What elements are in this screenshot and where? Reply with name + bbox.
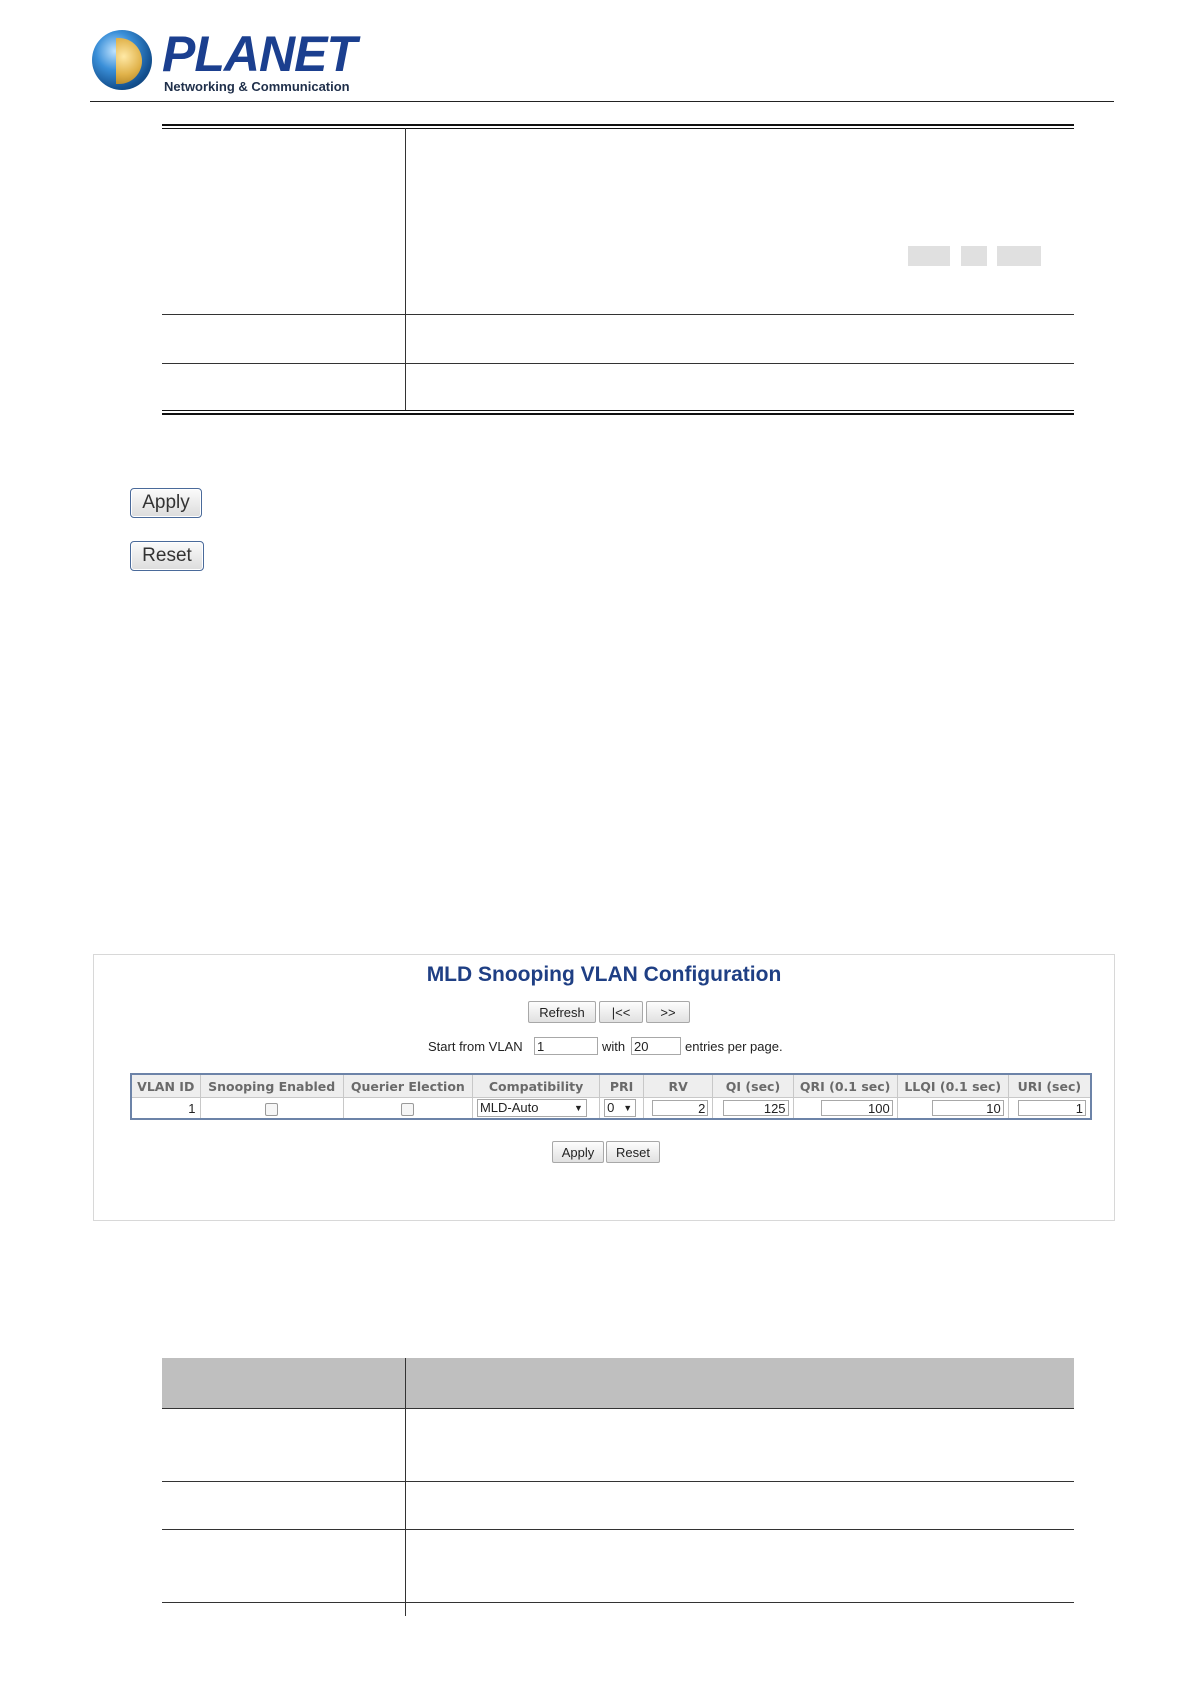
querier-election-checkbox[interactable]: [401, 1103, 414, 1116]
globe-icon: [92, 30, 152, 90]
compatibility-select[interactable]: [477, 1099, 587, 1117]
entries-per-page-input[interactable]: 20: [631, 1037, 681, 1055]
planet-logo: [92, 26, 356, 98]
parameter-table-bottom: [162, 1358, 1074, 1616]
table-header-row: [162, 1358, 1074, 1409]
panel-title: MLD Snooping VLAN Configuration: [426, 963, 782, 986]
apply-button[interactable]: Apply: [130, 488, 202, 518]
col-querier-election: Querier Election: [343, 1075, 472, 1098]
llqi-input[interactable]: 10: [932, 1100, 1004, 1116]
key-chip: [961, 246, 987, 266]
qri-cell: [793, 1098, 897, 1119]
vlan-id-cell: 1: [132, 1098, 200, 1119]
logo-title: PLANET: [162, 26, 356, 82]
compatibility-value: MLD-Auto: [479, 1100, 539, 1115]
logo-subtitle: Networking & Communication: [164, 79, 350, 94]
table-row: [132, 1098, 1090, 1119]
reset-button[interactable]: Reset: [130, 541, 204, 571]
panel-apply-button[interactable]: Apply: [552, 1141, 604, 1163]
header-divider: [90, 101, 1114, 102]
key-chip: [908, 246, 950, 266]
table-row: [162, 128, 1074, 315]
snooping-enabled-checkbox[interactable]: [265, 1103, 278, 1116]
key-chip: [997, 246, 1041, 266]
compatibility-cell: [472, 1098, 599, 1119]
table-header-row: [132, 1075, 1090, 1098]
panel-reset-button[interactable]: Reset: [606, 1141, 660, 1163]
col-qi: QI (sec): [713, 1075, 793, 1098]
rv-cell: [643, 1098, 712, 1119]
table-bottom-border: [162, 410, 1074, 415]
col-llqi: LLQI (0.1 sec): [897, 1075, 1008, 1098]
refresh-button[interactable]: Refresh: [528, 1001, 596, 1023]
entries-per-page-label: entries per page.: [685, 1039, 783, 1054]
table-row: [162, 1530, 1074, 1603]
col-snooping-enabled: Snooping Enabled: [200, 1075, 343, 1098]
col-pri: PRI: [600, 1075, 644, 1098]
pri-value: 0: [607, 1100, 615, 1115]
rv-input[interactable]: 2: [652, 1100, 708, 1116]
col-rv: RV: [643, 1075, 712, 1098]
col-uri: URI (sec): [1008, 1075, 1090, 1098]
with-label: with: [602, 1039, 626, 1054]
llqi-cell: [897, 1098, 1008, 1119]
col-qri: QRI (0.1 sec): [793, 1075, 897, 1098]
table-row: [162, 315, 1074, 364]
dropdown-arrow-icon: ▼: [574, 1103, 583, 1113]
qi-cell: [713, 1098, 793, 1119]
uri-cell: [1008, 1098, 1090, 1119]
uri-input[interactable]: 1: [1018, 1100, 1086, 1116]
next-page-button[interactable]: >>: [646, 1001, 690, 1023]
pri-select[interactable]: [604, 1099, 636, 1117]
parameter-table-top: [162, 124, 1074, 412]
dropdown-arrow-icon: ▼: [623, 1103, 633, 1113]
col-vlan-id: VLAN ID: [132, 1075, 200, 1098]
pri-cell: [600, 1098, 644, 1119]
qi-input[interactable]: 125: [723, 1100, 789, 1116]
mld-snooping-vlan-panel: [93, 954, 1115, 1221]
vlan-config-table: [130, 1073, 1092, 1120]
querier-election-cell: [343, 1098, 472, 1119]
snooping-enabled-cell: [200, 1098, 343, 1119]
start-vlan-input[interactable]: 1: [534, 1037, 598, 1055]
first-page-button[interactable]: |<<: [599, 1001, 643, 1023]
table-row: [162, 1482, 1074, 1530]
table-row: [162, 1409, 1074, 1482]
start-from-vlan-label: Start from VLAN: [428, 1039, 523, 1054]
col-compatibility: Compatibility: [472, 1075, 599, 1098]
qri-input[interactable]: 100: [821, 1100, 893, 1116]
